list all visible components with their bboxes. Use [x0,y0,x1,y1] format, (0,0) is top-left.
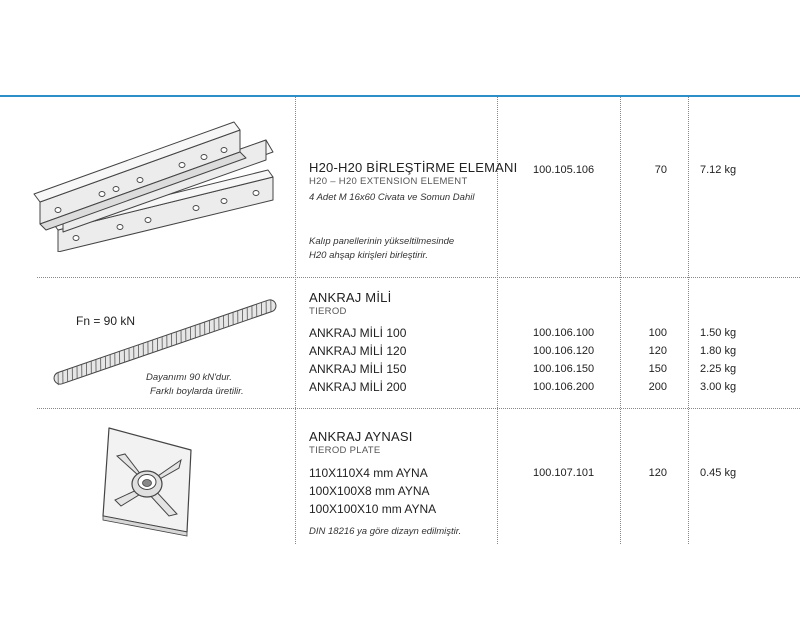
product-weight: 7.12 kg [700,164,737,176]
variant-quantity: 120 [648,345,667,357]
product-weight: 0.45 kg [700,467,737,479]
product-name: ANKRAJ AYNASI [309,429,413,444]
variant-name: 100X100X10 mm AYNA [309,502,437,516]
product-note: H20 ahşap kirişleri birleştirir. [309,250,428,261]
variant-name: ANKRAJ MİLİ 200 [309,380,407,394]
column-divider [688,97,689,544]
tierod-force-label: Fn = 90 kN [76,314,136,328]
product-subtitle: TIEROD PLATE [309,445,381,456]
column-divider [620,97,621,544]
product-name: H20-H20 BİRLEŞTİRME ELEMANI [309,160,518,175]
variant-name: ANKRAJ MİLİ 150 [309,362,407,376]
product-note: Kalıp panellerinin yükseltilmesinde [309,236,455,247]
variant-code: 100.106.100 [533,327,595,339]
row-divider [37,277,800,278]
product-note: 4 Adet M 16x60 Civata ve Somun Dahil [309,192,475,203]
h20-extension-element-drawing [28,112,288,252]
variant-weight: 1.50 kg [700,327,737,339]
product-subtitle: H20 – H20 EXTENSION ELEMENT [309,176,468,187]
product-name: ANKRAJ MİLİ [309,290,392,305]
product-code: 100.107.101 [533,467,595,479]
tierod-note: Farklı boylarda üretilir. [150,386,244,397]
row-divider [37,408,800,409]
variant-code: 100.106.120 [533,345,595,357]
column-divider [295,97,296,544]
variant-name: ANKRAJ MİLİ 100 [309,326,407,340]
product-note: DIN 18216 ya göre dizayn edilmiştir. [309,526,462,537]
variant-name: 100X100X8 mm AYNA [309,484,430,498]
header-rule [0,95,800,97]
variant-name: 110X110X4 mm AYNA [309,466,428,480]
variant-code: 100.106.200 [533,381,595,393]
product-quantity: 70 [654,164,667,176]
variant-quantity: 100 [648,327,667,339]
product-subtitle: TIEROD [309,306,347,317]
variant-weight: 2.25 kg [700,363,737,375]
product-quantity: 120 [648,467,667,479]
tierod-note: Dayanımı 90 kN'dur. [146,372,232,383]
variant-quantity: 200 [648,381,667,393]
variant-name: ANKRAJ MİLİ 120 [309,344,407,358]
variant-weight: 3.00 kg [700,381,737,393]
variant-weight: 1.80 kg [700,345,737,357]
variant-quantity: 150 [648,363,667,375]
tierod-plate-drawing [95,420,205,540]
product-code: 100.105.106 [533,164,595,176]
variant-code: 100.106.150 [533,363,595,375]
